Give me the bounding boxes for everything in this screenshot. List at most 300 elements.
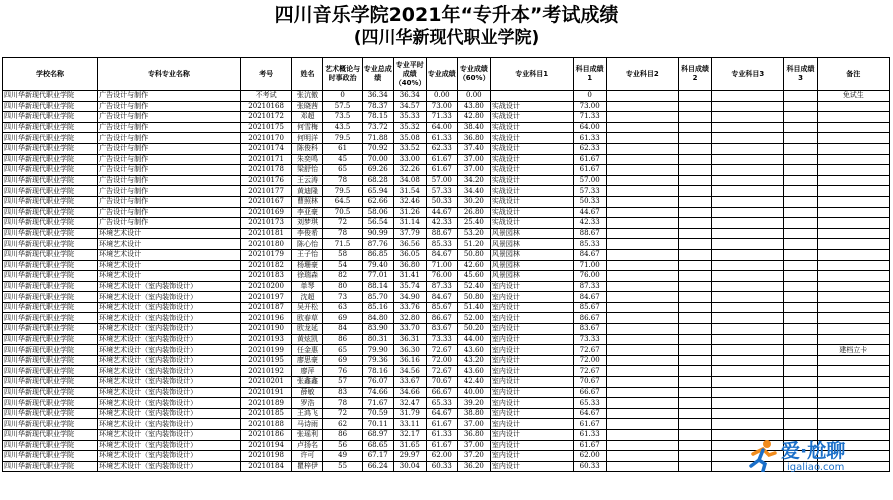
table-cell: 四川华新现代职业学院 — [3, 355, 98, 366]
table-cell — [490, 91, 573, 102]
table-cell: 杨珊豪 — [292, 260, 323, 271]
table-cell: 78.15 — [362, 112, 393, 123]
table-cell — [712, 91, 784, 102]
table-cell: 50.33 — [426, 196, 457, 207]
table-cell: 36.30 — [393, 345, 426, 356]
table-cell — [712, 260, 784, 271]
table-cell — [606, 91, 678, 102]
table-cell: 33.00 — [393, 154, 426, 165]
table-cell — [606, 239, 678, 250]
table-cell: 78.16 — [362, 366, 393, 377]
table-cell: 马诗雨 — [292, 419, 323, 430]
table-cell: 20210167 — [240, 196, 292, 207]
table-cell: 70.59 — [362, 408, 393, 419]
table-cell: 84.67 — [426, 249, 457, 260]
table-cell: 建档立卡 — [817, 345, 889, 356]
table-cell: 31.54 — [393, 186, 426, 197]
table-cell: 实战设计 — [490, 175, 573, 186]
table-cell — [817, 302, 889, 313]
table-cell: 四川华新现代职业学院 — [3, 218, 98, 229]
table-cell: 20210192 — [240, 366, 292, 377]
table-cell — [679, 302, 712, 313]
table-cell: 52.40 — [457, 281, 490, 292]
table-cell: 环境艺术设计（室内装饰设计） — [98, 313, 241, 324]
table-cell: 37.40 — [457, 143, 490, 154]
table-cell — [784, 408, 817, 419]
table-cell — [712, 143, 784, 154]
table-cell: 56 — [323, 440, 362, 451]
table-cell: 34.57 — [393, 101, 426, 112]
table-cell — [817, 143, 889, 154]
table-cell: 37.00 — [457, 165, 490, 176]
table-cell: 20210184 — [240, 461, 292, 472]
table-cell — [606, 154, 678, 165]
table-cell: 78 — [323, 175, 362, 186]
table-cell: 56.54 — [362, 218, 393, 229]
column-header: 专业平时成绩（40%） — [393, 58, 426, 91]
table-cell — [606, 228, 678, 239]
table-row — [3, 133, 890, 144]
table-cell: 35.33 — [393, 112, 426, 123]
table-cell: 室内设计 — [490, 430, 573, 441]
table-cell — [606, 377, 678, 388]
table-cell: 71.00 — [573, 260, 606, 271]
table-cell: 张瑶利 — [292, 430, 323, 441]
table-cell: 风景园林 — [490, 249, 573, 260]
table-row — [3, 398, 890, 409]
table-cell: 20210198 — [240, 451, 292, 462]
table-cell: 四川华新现代职业学院 — [3, 91, 98, 102]
table-cell: 37.20 — [457, 451, 490, 462]
table-cell — [679, 440, 712, 451]
table-cell — [817, 313, 889, 324]
table-cell: 72 — [323, 408, 362, 419]
table-cell: 薛敏 — [292, 387, 323, 398]
table-cell: 31.41 — [393, 271, 426, 282]
table-cell — [679, 228, 712, 239]
table-cell: 四川华新现代职业学院 — [3, 366, 98, 377]
table-cell: 61.33 — [426, 133, 457, 144]
table-cell: 69 — [323, 313, 362, 324]
table-cell — [679, 154, 712, 165]
table-cell: 四川华新现代职业学院 — [3, 345, 98, 356]
table-cell: 84.67 — [573, 249, 606, 260]
table-cell: 72.00 — [573, 355, 606, 366]
table-cell: 广告设计与制作 — [98, 186, 241, 197]
table-cell: 实战设计 — [490, 112, 573, 123]
table-cell: 张晓茜 — [292, 101, 323, 112]
table-cell: 86.67 — [426, 313, 457, 324]
table-cell — [606, 101, 678, 112]
table-cell — [784, 366, 817, 377]
table-cell: 室内设计 — [490, 355, 573, 366]
table-cell: 86 — [323, 334, 362, 345]
table-cell: 20210183 — [240, 271, 292, 282]
table-cell: 欧龙延 — [292, 324, 323, 335]
table-cell: 71.5 — [323, 239, 362, 250]
table-cell — [817, 228, 889, 239]
table-cell: 84 — [323, 324, 362, 335]
table-cell: 广告设计与制作 — [98, 196, 241, 207]
column-header: 艺术概论与时事政治 — [323, 58, 362, 91]
table-cell: 42.40 — [457, 377, 490, 388]
table-cell — [784, 249, 817, 260]
table-cell: 30.20 — [457, 196, 490, 207]
table-cell: 四川华新现代职业学院 — [3, 196, 98, 207]
table-cell: 室内设计 — [490, 408, 573, 419]
table-cell — [817, 165, 889, 176]
site-watermark — [745, 434, 885, 486]
table-cell — [817, 281, 889, 292]
table-cell: 70.67 — [426, 377, 457, 388]
table-cell — [606, 207, 678, 218]
table-cell — [784, 260, 817, 271]
table-cell — [784, 313, 817, 324]
table-cell: 20210170 — [240, 133, 292, 144]
column-header: 专业科目3 — [712, 58, 784, 91]
table-cell: 67.17 — [362, 451, 393, 462]
table-cell: 61.33 — [573, 430, 606, 441]
table-cell: 室内设计 — [490, 366, 573, 377]
table-cell: 61.33 — [573, 133, 606, 144]
table-cell: 何雪梅 — [292, 122, 323, 133]
table-row — [3, 313, 890, 324]
table-cell: 63 — [323, 302, 362, 313]
table-cell: 20210176 — [240, 175, 292, 186]
table-cell: 80.31 — [362, 334, 393, 345]
table-cell — [817, 122, 889, 133]
table-cell: 55 — [323, 461, 362, 472]
table-cell: 许可 — [292, 451, 323, 462]
table-cell: 42.80 — [457, 112, 490, 123]
table-cell: 廖思豪 — [292, 355, 323, 366]
table-cell: 32.17 — [393, 430, 426, 441]
table-cell — [817, 112, 889, 123]
table-cell — [606, 186, 678, 197]
table-cell — [817, 271, 889, 282]
table-cell — [784, 133, 817, 144]
table-cell: 广告设计与制作 — [98, 175, 241, 186]
table-cell: 四川华新现代职业学院 — [3, 398, 98, 409]
table-cell: 环境艺术设计（室内装饰设计） — [98, 419, 241, 430]
table-cell: 陈心怡 — [292, 239, 323, 250]
table-cell: 李亚豪 — [292, 207, 323, 218]
table-cell: 58 — [323, 249, 362, 260]
table-cell — [817, 419, 889, 430]
table-cell: 78.37 — [362, 101, 393, 112]
table-cell: 四川华新现代职业学院 — [3, 292, 98, 303]
column-header: 科目成绩2 — [679, 58, 712, 91]
table-cell: 20210182 — [240, 260, 292, 271]
table-cell — [606, 218, 678, 229]
table-cell: 39.20 — [457, 398, 490, 409]
table-cell — [712, 419, 784, 430]
table-cell: 61.67 — [573, 419, 606, 430]
table-cell — [606, 398, 678, 409]
table-cell: 31.26 — [393, 207, 426, 218]
table-cell: 73.00 — [573, 101, 606, 112]
table-cell: 室内设计 — [490, 324, 573, 335]
table-cell — [784, 207, 817, 218]
table-cell — [712, 186, 784, 197]
table-cell: 黄迪隆 — [292, 186, 323, 197]
table-cell: 70.00 — [362, 154, 393, 165]
table-cell — [817, 366, 889, 377]
table-cell: 环境艺术设计（室内装饰设计） — [98, 324, 241, 335]
table-cell: 61.67 — [573, 440, 606, 451]
table-cell: 四川华新现代职业学院 — [3, 207, 98, 218]
table-cell: 85.70 — [362, 292, 393, 303]
table-cell: 实战设计 — [490, 207, 573, 218]
table-cell — [784, 122, 817, 133]
table-cell: 84.67 — [426, 292, 457, 303]
table-cell: 32.80 — [393, 313, 426, 324]
table-cell: 65 — [323, 345, 362, 356]
table-cell: 任金惠 — [292, 345, 323, 356]
table-cell: 20210200 — [240, 281, 292, 292]
table-cell: 44.67 — [573, 207, 606, 218]
table-row — [3, 196, 890, 207]
table-cell: 33.52 — [393, 143, 426, 154]
table-cell: 43.80 — [457, 101, 490, 112]
table-cell — [679, 377, 712, 388]
table-cell: 50.20 — [457, 324, 490, 335]
table-cell: 34.08 — [393, 175, 426, 186]
table-cell: 62.33 — [426, 143, 457, 154]
table-row — [3, 292, 890, 303]
table-row — [3, 302, 890, 313]
table-cell: 四川华新现代职业学院 — [3, 271, 98, 282]
table-cell: 66.67 — [573, 387, 606, 398]
table-cell: 68.28 — [362, 175, 393, 186]
table-cell: 66.24 — [362, 461, 393, 472]
table-row — [3, 154, 890, 165]
table-cell — [606, 143, 678, 154]
table-cell: 环境艺术设计（室内装饰设计） — [98, 334, 241, 345]
table-cell: 沈超 — [292, 292, 323, 303]
table-cell: 四川华新现代职业学院 — [3, 430, 98, 441]
table-cell: 78 — [323, 228, 362, 239]
table-cell — [817, 218, 889, 229]
table-cell — [712, 292, 784, 303]
table-cell — [784, 91, 817, 102]
table-cell: 33.67 — [393, 377, 426, 388]
table-cell: 87.76 — [362, 239, 393, 250]
table-cell: 20210169 — [240, 207, 292, 218]
table-cell: 73.5 — [323, 112, 362, 123]
table-cell — [679, 281, 712, 292]
table-cell: 33.70 — [393, 324, 426, 335]
table-cell — [606, 366, 678, 377]
table-cell: 43.60 — [457, 345, 490, 356]
table-cell: 52.00 — [457, 313, 490, 324]
table-cell: 广告设计与制作 — [98, 207, 241, 218]
table-cell: 刘梦琪 — [292, 218, 323, 229]
table-cell: 实战设计 — [490, 133, 573, 144]
table-cell: 四川华新现代职业学院 — [3, 249, 98, 260]
table-cell: 62 — [323, 419, 362, 430]
table-cell: 四川华新现代职业学院 — [3, 122, 98, 133]
table-cell: 室内设计 — [490, 292, 573, 303]
table-cell — [679, 239, 712, 250]
table-cell — [606, 122, 678, 133]
table-cell: 四川华新现代职业学院 — [3, 143, 98, 154]
table-cell: 瞿梓伊 — [292, 461, 323, 472]
table-cell — [712, 377, 784, 388]
table-cell: 77.01 — [362, 271, 393, 282]
table-cell — [817, 101, 889, 112]
table-cell: 四川华新现代职业学院 — [3, 260, 98, 271]
table-cell — [784, 143, 817, 154]
table-cell — [712, 387, 784, 398]
table-cell: 20210171 — [240, 154, 292, 165]
table-cell: 20210181 — [240, 228, 292, 239]
table-row — [3, 281, 890, 292]
table-row — [3, 249, 890, 260]
table-cell — [712, 355, 784, 366]
table-cell: 朱奕鸣 — [292, 154, 323, 165]
table-cell: 环境艺术设计（室内装饰设计） — [98, 302, 241, 313]
table-cell — [712, 324, 784, 335]
table-cell: 风景园林 — [490, 239, 573, 250]
table-cell: 室内设计 — [490, 302, 573, 313]
table-cell: 65 — [323, 165, 362, 176]
table-cell: 71.33 — [573, 112, 606, 123]
scores-table — [2, 57, 890, 472]
table-cell: 李俊希 — [292, 228, 323, 239]
table-cell — [679, 324, 712, 335]
table-cell — [679, 260, 712, 271]
table-row — [3, 101, 890, 112]
table-cell: 四川华新现代职业学院 — [3, 408, 98, 419]
table-cell: 广告设计与制作 — [98, 101, 241, 112]
table-cell — [712, 302, 784, 313]
table-cell: 35.08 — [393, 133, 426, 144]
table-cell: 71.33 — [426, 112, 457, 123]
table-cell: 风景园林 — [490, 228, 573, 239]
table-row — [3, 239, 890, 250]
table-cell: 58.06 — [362, 207, 393, 218]
table-cell — [712, 281, 784, 292]
table-cell: 吴开松 — [292, 302, 323, 313]
page-subtitle: (四川华新现代职业学院) — [353, 28, 540, 48]
table-cell: 79.40 — [362, 260, 393, 271]
table-row — [3, 387, 890, 398]
table-cell — [712, 313, 784, 324]
table-cell: 50.33 — [573, 196, 606, 207]
table-cell: 0 — [573, 91, 606, 102]
table-cell — [712, 101, 784, 112]
table-cell — [606, 345, 678, 356]
table-cell: 69.26 — [362, 165, 393, 176]
table-cell: 36.80 — [393, 260, 426, 271]
table-cell — [784, 419, 817, 430]
table-cell: 环境艺术设计 — [98, 271, 241, 282]
table-cell: 70.5 — [323, 207, 362, 218]
table-cell — [606, 451, 678, 462]
table-cell — [679, 207, 712, 218]
table-cell: 36.34 — [362, 91, 393, 102]
table-cell: 四川华新现代职业学院 — [3, 334, 98, 345]
table-cell — [712, 154, 784, 165]
table-cell — [712, 175, 784, 186]
table-cell — [606, 175, 678, 186]
table-cell: 29.97 — [393, 451, 426, 462]
table-cell: 32.26 — [393, 165, 426, 176]
table-cell — [784, 281, 817, 292]
table-cell — [606, 249, 678, 260]
table-cell — [679, 313, 712, 324]
table-cell: 33.76 — [393, 302, 426, 313]
column-header: 专科专业名称 — [98, 58, 241, 91]
table-cell — [784, 218, 817, 229]
table-cell — [606, 419, 678, 430]
table-cell — [606, 196, 678, 207]
table-cell: 20210185 — [240, 408, 292, 419]
table-cell: 20210174 — [240, 143, 292, 154]
table-cell: 广告设计与制作 — [98, 133, 241, 144]
table-row — [3, 377, 890, 388]
column-header: 学校名称 — [3, 58, 98, 91]
table-cell: 四川华新现代职业学院 — [3, 419, 98, 430]
table-cell: 37.00 — [457, 419, 490, 430]
table-cell: 37.00 — [457, 440, 490, 451]
table-cell: 20210189 — [240, 398, 292, 409]
table-cell: 64.00 — [573, 122, 606, 133]
table-cell: 79.5 — [323, 186, 362, 197]
table-cell: 实战设计 — [490, 165, 573, 176]
table-cell: 57.00 — [426, 175, 457, 186]
table-cell: 42.33 — [573, 218, 606, 229]
column-header: 专业科目2 — [606, 58, 678, 91]
table-cell: 82 — [323, 271, 362, 282]
column-header: 专业成绩 — [426, 58, 457, 91]
table-cell: 环境艺术设计（室内装饰设计） — [98, 430, 241, 441]
table-cell — [817, 387, 889, 398]
runner-logo-icon — [745, 438, 779, 472]
table-cell: 34.56 — [393, 366, 426, 377]
table-cell — [817, 324, 889, 335]
table-cell: 85.67 — [426, 302, 457, 313]
table-cell: 79.5 — [323, 133, 362, 144]
table-cell: 室内设计 — [490, 313, 573, 324]
table-cell: 广告设计与制作 — [98, 91, 241, 102]
table-cell: 实战设计 — [490, 101, 573, 112]
table-cell — [712, 218, 784, 229]
table-cell: 66.67 — [426, 387, 457, 398]
table-cell: 54 — [323, 260, 362, 271]
table-cell: 20210195 — [240, 355, 292, 366]
table-cell — [817, 249, 889, 260]
table-cell — [817, 196, 889, 207]
table-cell: 32.46 — [393, 196, 426, 207]
table-cell: 环境艺术设计（室内装饰设计） — [98, 451, 241, 462]
table-cell — [606, 334, 678, 345]
page-title: 四川音乐学院2021年“专升本”考试成绩 — [274, 4, 619, 26]
table-cell — [712, 228, 784, 239]
table-cell: 王子怡 — [292, 249, 323, 260]
table-row — [3, 366, 890, 377]
table-cell: 邓超 — [292, 112, 323, 123]
table-cell: 42.60 — [457, 260, 490, 271]
table-cell: 36.31 — [393, 334, 426, 345]
table-cell: 20210186 — [240, 430, 292, 441]
table-cell: 79.36 — [362, 355, 393, 366]
table-cell — [679, 366, 712, 377]
table-cell — [817, 334, 889, 345]
table-cell: 实战设计 — [490, 122, 573, 133]
table-cell: 36.20 — [457, 461, 490, 472]
